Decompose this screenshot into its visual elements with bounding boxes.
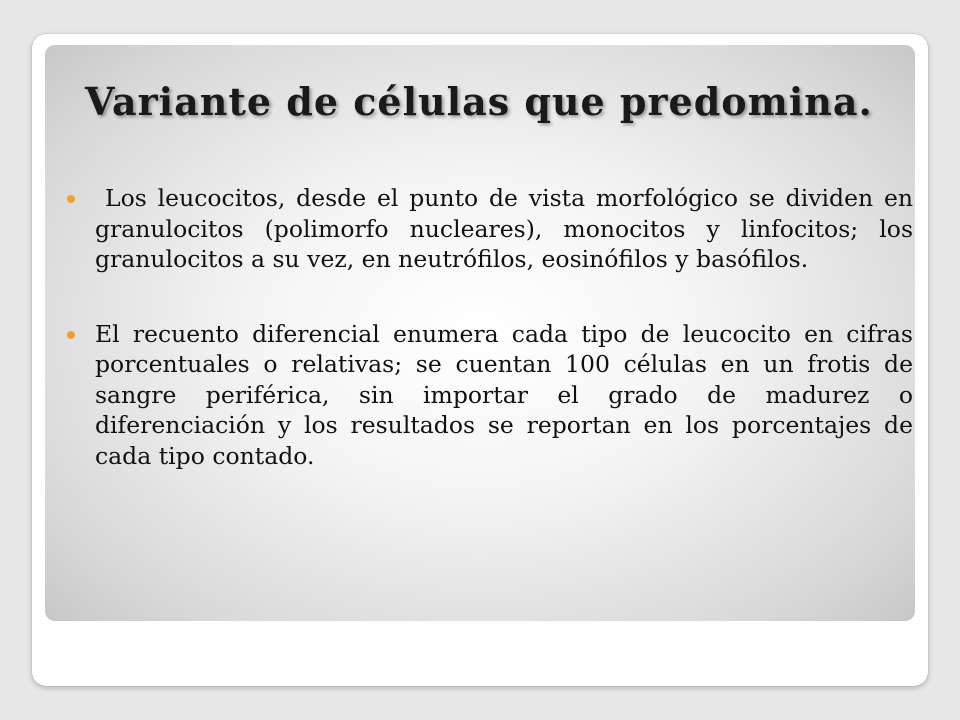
content-panel — [45, 45, 915, 621]
bullet-dot-icon — [67, 195, 75, 203]
bullet-text: El recuento diferencial enumera cada tipo de leucocito en cifras porcentuales o relativas; se cuentan 100 células en un frotis de sangre periférica, sin importar el grado de madurez o diferenciación y los resultados se reportan en los porcentajes de cada tipo contado. — [95, 319, 913, 470]
bullet-list — [67, 183, 913, 515]
bullet-item-recuento — [67, 319, 913, 472]
bullet-item-leucocitos — [67, 183, 913, 275]
bullet-dot-icon — [67, 331, 75, 339]
bullet-text: Los leucocitos, desde el punto de vista morfológico se dividen en granulocitos (polimorfo nucleares), monocitos y linfocitos; los granulocitos a su vez, en neutrófilos, eosinófilos y basófilos. — [95, 184, 913, 273]
slide-title: Variante de células que predomina. — [85, 79, 873, 124]
